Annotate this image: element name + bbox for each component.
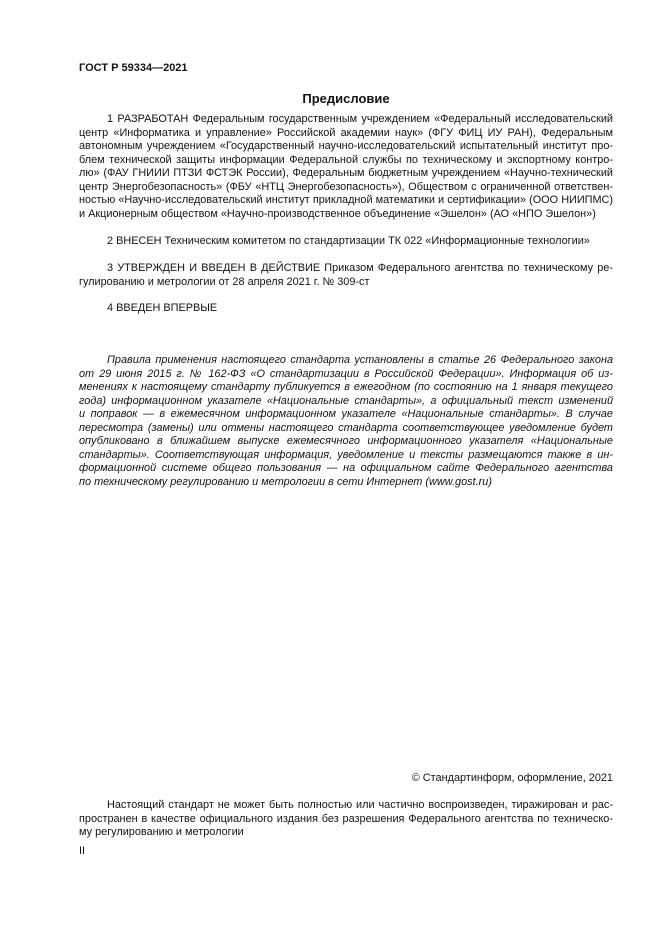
application-rules-notice <box>79 354 613 489</box>
text-line: центр «Информатика и управление» Российской академии наук» (ФГУ ФИЦ ИУ РАН), Федеральным <box>79 126 613 139</box>
foreword-item-1 <box>79 113 613 221</box>
text-line: блем технической защиты информации Федеральной службы по техническому и экспортному контро- <box>79 153 613 166</box>
text-line: ностью «Научно-исследовательский институт прикладной математики и сертификации» (ООО НИИПМС) <box>79 194 613 206</box>
text-line: стандарты». Соответствующая информация, уведомление и тексты размещаются также в ин- <box>79 448 613 461</box>
foreword-item-3 <box>79 262 613 289</box>
section-title: Предисловие <box>302 91 390 106</box>
text-line: му регулированию и метрологии <box>79 826 244 838</box>
text-line: 1 РАЗРАБОТАН Федеральным государственным учреждением «Федеральный исследовательский <box>107 113 613 125</box>
text-line: лю» (ФАУ ГНИИИ ПТЗИ ФСТЭК России), Федеральным бюджетным учреждением «Научно-технический <box>79 167 613 179</box>
text-line: пространен в качестве официального издания без разрешения Федерального агентства по техническо- <box>79 812 613 825</box>
text-line: опубликовано в ближайшем выпуске ежемесячного информационного указателя «Национальные <box>79 435 613 447</box>
text-line: Правила применения настоящего стандарта установлены в статье 26 Федерального закона <box>107 354 613 366</box>
text-line: от 29 июня 2015 г. № 162-ФЗ «О стандартизации в Российской Федерации». Информация об из- <box>79 367 613 380</box>
text-line: 2 ВНЕСЕН Техническим комитетом по стандартизации ТК 022 «Информационные технологии» <box>107 235 590 247</box>
copyright-notice: © Стандартинформ, оформление, 2021 <box>411 772 613 784</box>
text-line: Настоящий стандарт не может быть полностью или частично воспроизведен, тиражирован и рас- <box>107 799 613 811</box>
foreword-item-4 <box>79 302 613 316</box>
text-line: и Акционерным обществом «Научно-производственное объединение «Эшелон» (АО «НПО Эшелон») <box>79 207 596 220</box>
document-number: ГОСТ Р 59334—2021 <box>79 62 188 74</box>
text-line: формационной системе общего пользования — на официальном сайте Федерального агентства <box>79 462 613 474</box>
page-number: II <box>79 845 86 857</box>
text-line: и поправок — в ежемесячном информационном указателе «Национальные стандарты». В случае <box>79 408 613 420</box>
text-line: года) информационном указателе «Национальные стандарты», а официальный текст изменений <box>79 394 613 407</box>
reproduction-notice <box>79 799 613 840</box>
text-line: по техническому регулированию и метрологии в сети Интернет (www.gost.ru) <box>79 475 492 488</box>
text-line: автономным учреждением «Государственный научно-исследовательский испытательный институт про- <box>79 140 613 152</box>
text-line: 4 ВВЕДЕН ВПЕРВЫЕ <box>107 302 218 314</box>
foreword-item-2 <box>79 235 613 249</box>
text-line: 3 УТВЕРЖДЕН И ВВЕДЕН В ДЕЙСТВИЕ Приказом Федерального агентства по техническому ре- <box>107 262 613 274</box>
text-line: гулированию и метрологии от 28 апреля 2021 г. № 309-ст <box>79 275 370 288</box>
text-line: менениях к настоящему стандарту публикуется в ежегодном (по состоянию на 1 января текущего <box>79 381 613 393</box>
text-line: пересмотра (замены) или отмены настоящего стандарта соответствующее уведомление будет <box>79 421 613 434</box>
text-line: центр Энергобезопасность» (ФБУ «НТЦ Энергобезопасность»), Обществом с ограниченной ответствен- <box>79 180 613 193</box>
